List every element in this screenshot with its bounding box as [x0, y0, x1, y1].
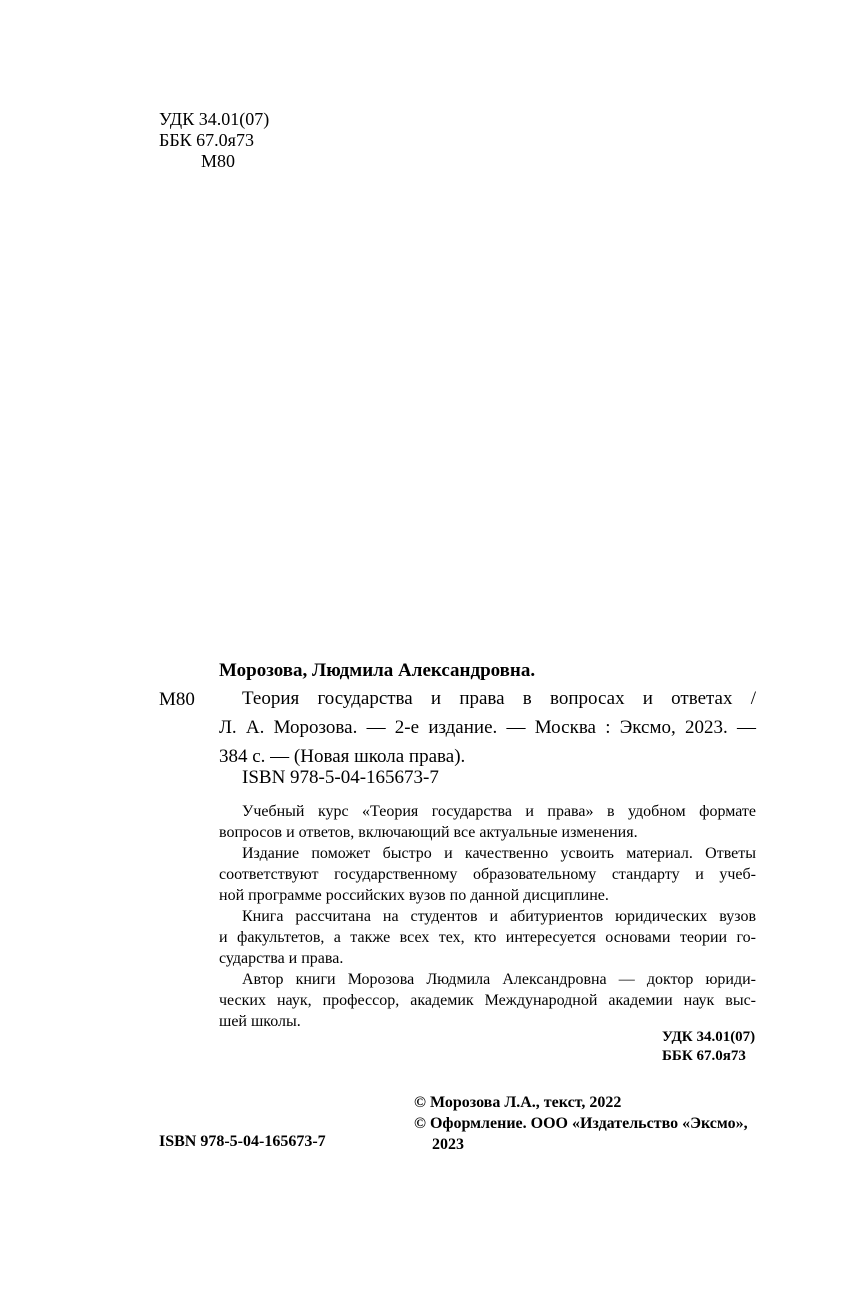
copyright-year: 2023	[432, 1136, 464, 1153]
annotation-line: соответствуют государственному образовательному стандарту и учеб-	[219, 866, 756, 883]
author-heading: Морозова, Людмила Александровна.	[219, 660, 536, 681]
annotation-line: сударства и права.	[219, 950, 344, 967]
bbk-code: ББК 67.0я73	[662, 1048, 746, 1064]
annotation-paragraph	[219, 801, 756, 843]
annotation-line: Книга рассчитана на студентов и абитуриентов юридических вузов	[242, 908, 756, 925]
copyright-block	[414, 1092, 748, 1155]
udk-code: УДК 34.01(07)	[159, 109, 270, 129]
annotation-line: Учебный курс «Теория государства и права» в удобном формате	[242, 803, 756, 820]
bibliographic-description	[219, 684, 756, 771]
annotation-line: ческих наук, профессор, академик Международной академии наук выс-	[219, 992, 756, 1009]
classification-codes-bottom	[662, 1028, 755, 1066]
annotation-line: и факультетов, а также всех тех, кто интересуется основами теории го-	[219, 929, 756, 946]
bib-line: 384 с. — (Новая школа права).	[219, 746, 466, 767]
annotation	[219, 801, 756, 1032]
bbk-code: ББК 67.0я73	[159, 130, 254, 150]
annotation-line: шей школы.	[219, 1013, 301, 1030]
card-author-mark: М80	[159, 689, 195, 710]
isbn-main: ISBN 978-5-04-165673-7	[242, 767, 439, 788]
bib-line: Теория государства и права в вопросах и ответах /	[242, 688, 756, 709]
annotation-paragraph	[219, 906, 756, 969]
annotation-line: вопросов и ответов, включающий все актуальные изменения.	[219, 824, 638, 841]
author-mark: М80	[201, 151, 236, 171]
annotation-line: Издание поможет быстро и качественно усвоить материал. Ответы	[242, 845, 756, 862]
annotation-line: Автор книги Морозова Людмила Александровна — доктор юриди-	[242, 971, 756, 988]
annotation-paragraph	[219, 969, 756, 1032]
bib-line: Л. А. Морозова. — 2-е издание. — Москва : Эксмо, 2023. —	[219, 717, 756, 738]
annotation-paragraph	[219, 843, 756, 906]
classification-codes-top	[159, 109, 269, 172]
isbn-bottom: ISBN 978-5-04-165673-7	[159, 1133, 326, 1150]
udk-code: УДК 34.01(07)	[662, 1029, 756, 1045]
copyright-design: © Оформление. ООО «Издательство «Эксмо»,	[414, 1115, 748, 1132]
copyright-text: © Морозова Л.А., текст, 2022	[414, 1094, 622, 1111]
annotation-line: ной программе российских вузов по данной дисциплине.	[219, 887, 609, 904]
